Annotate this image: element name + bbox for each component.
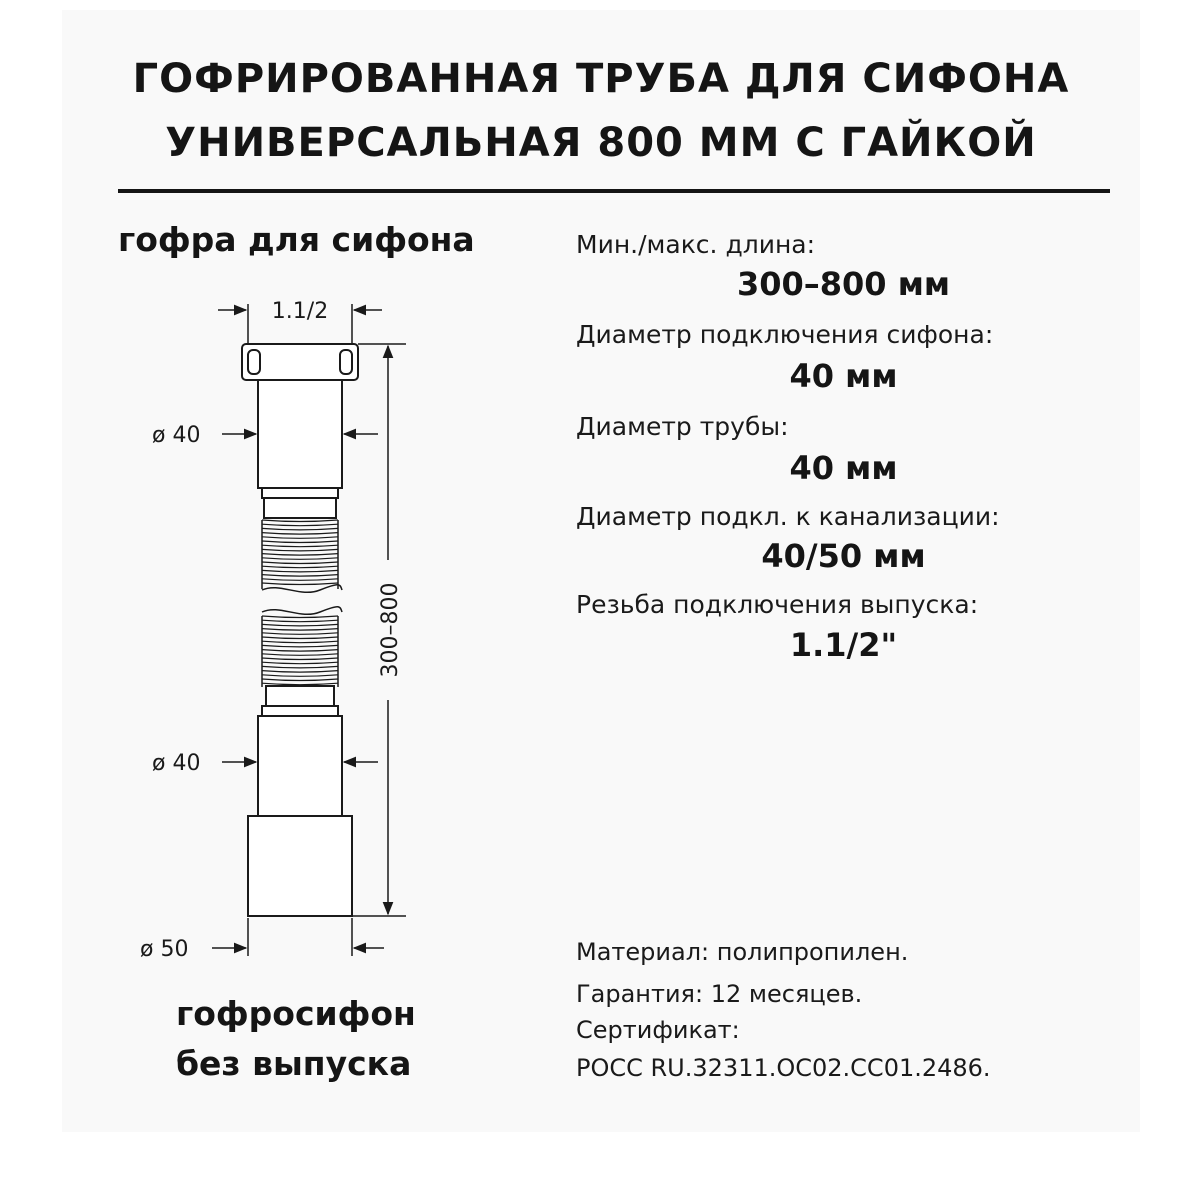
corrugation-ridge — [262, 679, 338, 681]
length-label: 300–800 — [378, 582, 403, 678]
corrugation-upper — [262, 520, 338, 589]
diameter-label-middle: ø 40 — [152, 751, 201, 776]
corrugation-ridge — [262, 650, 338, 652]
corrugation-ridge — [262, 654, 338, 656]
corrugation-ridge — [262, 637, 338, 639]
title-line-1: ГОФРИРОВАННАЯ ТРУБА ДЛЯ СИФОНА — [132, 56, 1070, 102]
spec-label-siphon-diameter: Диаметр подключения сифона: — [576, 320, 994, 349]
spec-value-outlet-thread: 1.1/2" — [789, 626, 898, 664]
spec-value-sewer-diameter: 40/50 мм — [761, 537, 926, 575]
corrugation-ridge — [262, 620, 338, 622]
corrugation-ridge — [262, 570, 338, 572]
corrugation-ridge — [262, 537, 338, 539]
corrugation-ridge — [262, 675, 338, 677]
corrugation-ridge — [262, 583, 338, 585]
spec-value-siphon-diameter: 40 мм — [789, 357, 898, 395]
corrugation-ridge — [262, 616, 338, 618]
corrugation-ridge — [262, 579, 338, 581]
nut — [242, 344, 358, 380]
info-certificate-value: РОСС RU.32311.ОС02.СС01.2486. — [576, 1054, 991, 1082]
corrugation-ridge — [262, 645, 338, 647]
corrugation-ridge — [262, 641, 338, 643]
corrugation-ridge — [262, 575, 338, 577]
corrugation-ridge — [262, 533, 338, 535]
corrugation-ridge — [262, 562, 338, 564]
corrugation-ridge — [262, 671, 338, 673]
title-line-2: УНИВЕРСАЛЬНАЯ 800 ММ С ГАЙКОЙ — [165, 120, 1037, 166]
thread-label: 1.1/2 — [271, 299, 329, 324]
spec-value-pipe-diameter: 40 мм — [789, 449, 898, 487]
spec-label-pipe-diameter: Диаметр трубы: — [576, 412, 789, 441]
corrugation-ridge — [262, 624, 338, 626]
info-material: Материал: полипропилен. — [576, 938, 909, 966]
spec-label-length: Мин./макс. длина: — [576, 230, 816, 259]
info-warranty: Гарантия: 12 месяцев. — [576, 980, 863, 1008]
corrugation-ridge — [262, 633, 338, 635]
corrugation-ridge — [262, 524, 338, 526]
corrugation-ridge — [262, 629, 338, 631]
break-lines — [262, 585, 342, 615]
corrugation-ridge — [262, 520, 338, 522]
diameter-label-bottom: ø 50 — [140, 937, 189, 962]
lower-tube — [248, 686, 352, 916]
spec-label-outlet-thread: Резьба подключения выпуска: — [576, 590, 979, 619]
corrugation-ridge — [262, 558, 338, 560]
diameter-dimension-bottom — [212, 918, 384, 956]
corrugation-ridge — [262, 666, 338, 668]
corrugation-ridge — [262, 541, 338, 543]
corrugation-ridge — [262, 658, 338, 660]
corrugation-ridge — [262, 545, 338, 547]
corrugation-ridge — [262, 662, 338, 664]
corrugation-ridge — [262, 549, 338, 551]
upper-tube — [258, 380, 342, 518]
corrugation-ridge — [262, 528, 338, 530]
info-certificate-label: Сертификат: — [576, 1016, 740, 1044]
corrugation-ridge — [262, 554, 338, 556]
footer-left-line-2: без выпуска — [176, 1044, 412, 1083]
spec-value-length: 300–800 мм — [736, 265, 951, 303]
left-heading: гофра для сифона — [118, 220, 475, 259]
footer-left-line-1: гофросифон — [176, 994, 416, 1033]
spec-label-sewer-diameter: Диаметр подкл. к канализации: — [576, 502, 1000, 531]
corrugation-ridge — [262, 683, 338, 685]
diameter-label-top: ø 40 — [152, 423, 201, 448]
corrugation-ridge — [262, 566, 338, 568]
corrugation-lower — [262, 616, 338, 687]
